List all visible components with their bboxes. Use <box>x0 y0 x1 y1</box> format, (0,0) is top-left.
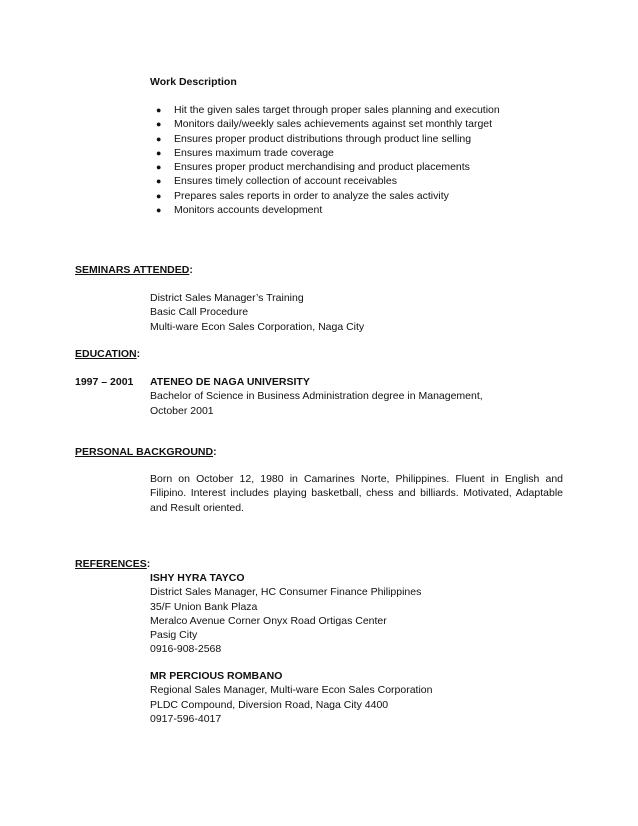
seminars-heading: SEMINARS ATTENDED: <box>75 264 193 276</box>
seminars-list <box>150 291 570 334</box>
seminar-line: District Sales Manager’s Training <box>150 292 304 304</box>
bullet-icon: ● <box>156 119 162 130</box>
reference-line: Pasig City <box>150 629 198 642</box>
reference-line: 35/F Union Bank Plaza <box>150 600 258 613</box>
seminar-line: Basic Call Procedure <box>150 306 249 319</box>
work-description-title: Work Description <box>150 76 237 88</box>
education-heading: EDUCATION: <box>75 348 141 360</box>
bullet-icon: ● <box>156 176 162 187</box>
list-item: ● Prepares sales reports in order to analyze the sales activity <box>156 189 449 202</box>
reference-name: ISHY HYRA TAYCO <box>150 572 245 584</box>
education-school: ATENEO DE NAGA UNIVERSITY <box>150 376 310 388</box>
reference-entry <box>150 669 570 726</box>
reference-name: MR PERCIOUS ROMBANO <box>150 670 283 682</box>
bullet-icon: ● <box>156 205 162 216</box>
reference-phone: 0917-596-4017 <box>150 712 222 725</box>
personal-background-heading: PERSONAL BACKGROUND: <box>75 446 217 458</box>
list-item: ● Monitors accounts development <box>156 204 323 217</box>
reference-line: PLDC Compound, Diversion Road, Naga City 4400 <box>150 698 389 711</box>
education-degree: Bachelor of Science in Business Administration degree in Management, <box>150 390 483 403</box>
reference-line: Regional Sales Manager, Multi-ware Econ Sales Corporation <box>150 684 433 697</box>
bullet-icon: ● <box>156 147 162 158</box>
work-description-list <box>150 103 570 217</box>
personal-background-text: Born on October 12, 1980 in Camarines Norte, Philippines. Fluent in English and Filipino. Interest includes playing basketball, chess and billiards. Motivated, Adaptable and Result oriented. <box>150 473 563 514</box>
seminar-line: Multi-ware Econ Sales Corporation, Naga City <box>150 320 365 333</box>
bullet-icon: ● <box>156 190 162 201</box>
reference-phone: 0916-908-2568 <box>150 643 222 656</box>
list-item: ● Ensures timely collection of account receivables <box>156 175 397 188</box>
list-item: ● Monitors daily/weekly sales achievements against set monthly target <box>156 118 493 131</box>
education-years: 1997 – 2001 <box>75 376 134 388</box>
bullet-icon: ● <box>156 105 162 115</box>
list-item: ● Ensures proper product distributions through product line selling <box>156 132 472 145</box>
list-item: ● Hit the given sales target through proper sales planning and execution <box>156 104 500 116</box>
references-heading: REFERENCES: <box>75 558 151 570</box>
reference-entry <box>150 571 570 657</box>
list-item: ● Ensures proper product merchandising and product placements <box>156 161 470 174</box>
reference-line: Meralco Avenue Corner Onyx Road Ortigas Center <box>150 614 387 627</box>
bullet-icon: ● <box>156 162 162 173</box>
education-date: October 2001 <box>150 404 214 417</box>
list-item: ● Ensures maximum trade coverage <box>156 146 334 159</box>
education-details <box>150 375 570 418</box>
reference-line: District Sales Manager, HC Consumer Finance Philippines <box>150 586 422 599</box>
bullet-icon: ● <box>156 133 162 144</box>
